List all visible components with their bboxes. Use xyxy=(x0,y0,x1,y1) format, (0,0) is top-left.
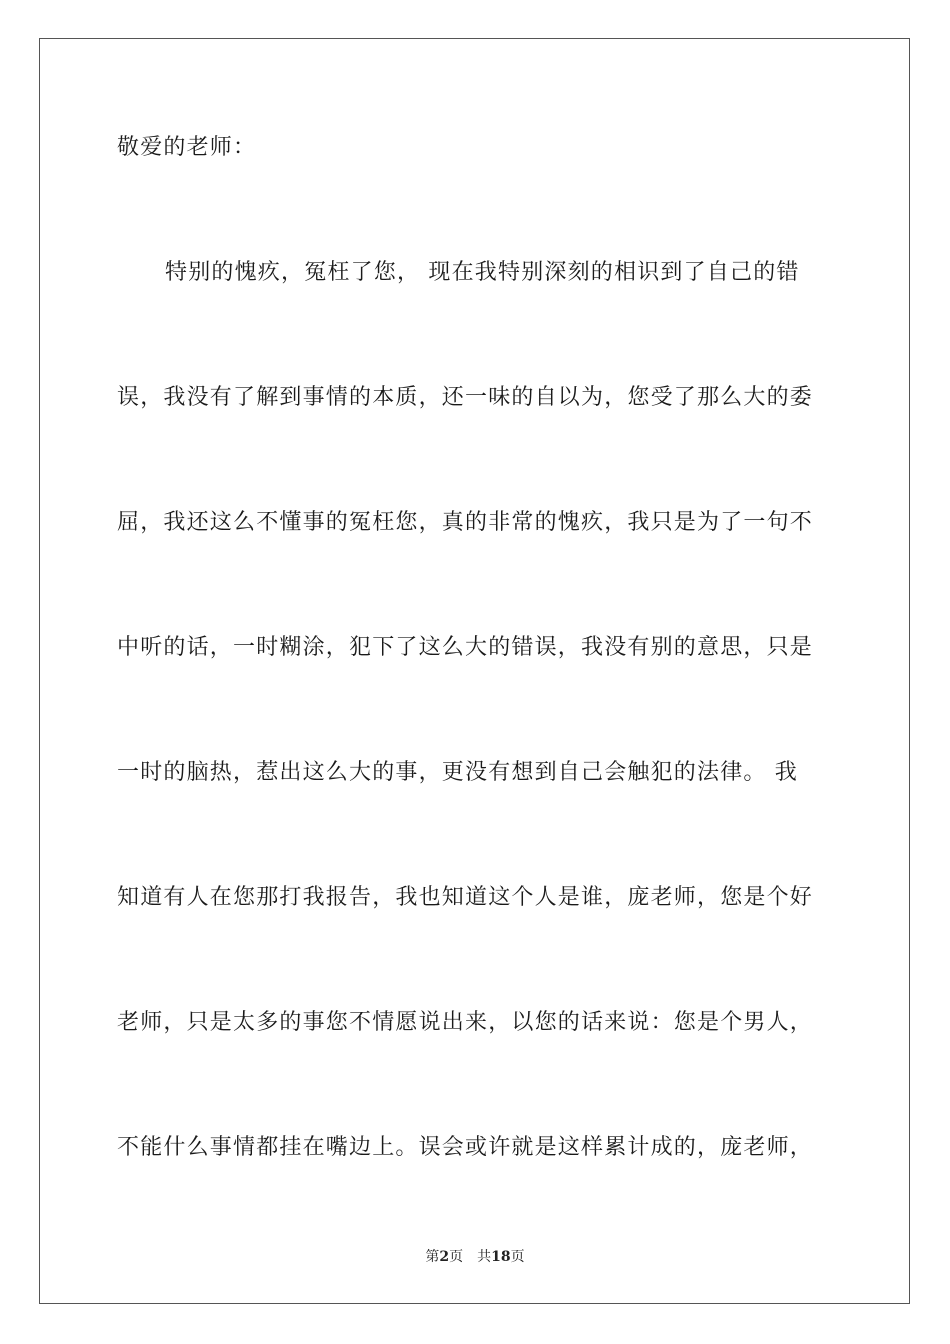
page-suffix: 页 xyxy=(449,1249,464,1265)
body-line-2: 误，我没有了解到事情的本质，还一味的自以为，您受了那么大的委 xyxy=(117,385,814,410)
page-total: 18 xyxy=(491,1249,511,1265)
page-border xyxy=(39,38,910,1304)
page-prefix: 第 xyxy=(425,1249,440,1265)
body-line-1: 特别的愧疚，冤枉了您， 现在我特别深刻的相识到了自己的错 xyxy=(165,260,800,285)
body-line-4: 中听的话，一时糊涂，犯下了这么大的错误，我没有别的意思，只是 xyxy=(117,635,814,660)
body-line-8: 不能什么事情都挂在嘴边上。误会或许就是这样累计成的，庞老师， xyxy=(117,1135,814,1160)
body-line-3: 屈，我还这么不懂事的冤枉您，真的非常的愧疚，我只是为了一句不 xyxy=(117,510,814,535)
total-prefix: 共 xyxy=(477,1249,492,1265)
body-line-7: 老师，只是太多的事您不情愿说出来，以您的话来说：您是个男人， xyxy=(117,1010,814,1035)
total-suffix: 页 xyxy=(510,1249,525,1265)
page-current: 2 xyxy=(439,1249,450,1265)
page-footer xyxy=(0,1248,950,1266)
body-line-6: 知道有人在您那打我报告，我也知道这个人是谁，庞老师，您是个好 xyxy=(117,885,814,910)
body-line-5: 一时的脑热，惹出这么大的事，更没有想到自己会触犯的法律。 我 xyxy=(117,760,798,785)
salutation: 敬爱的老师： xyxy=(117,135,257,160)
